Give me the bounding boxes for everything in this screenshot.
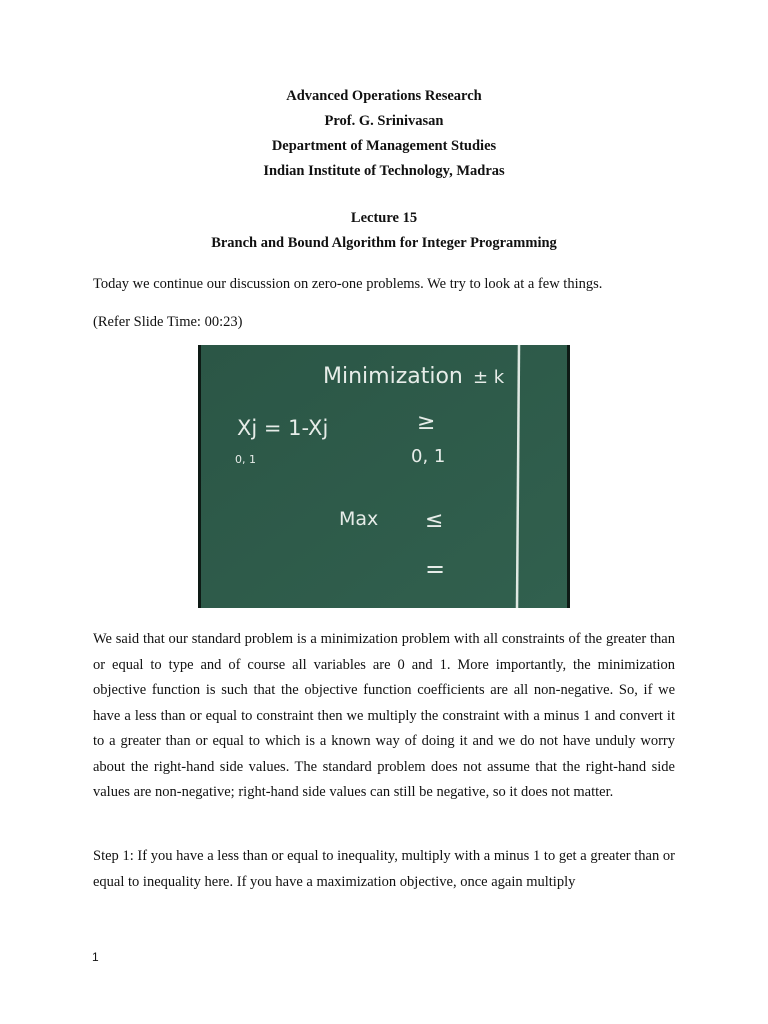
slide-time-reference: (Refer Slide Time: 00:23): [93, 314, 243, 330]
board-max-text: Max: [339, 508, 379, 530]
body-paragraph-2: Step 1: If you have a less than or equal to inequality, multiply with a minus 1 to get a greater than or equal to inequality here. If you have a maximization objective, once again multiply: [93, 848, 675, 890]
board-xj-text: Xj = 1-Xj: [237, 416, 329, 440]
body-paragraph-1: We said that our standard problem is a minimization problem with all constraints of the greater than or equal to type and of course all variables are 0 and 1. More importantly, the minimization objective function is such that the objective function coefficients are all non-negative. So, if we have a less than or equal to constraint then we multiply the constraint with a minus 1 and convert it to a greater than or equal to which is a known way of doing it and we do not have unduly worry about the right-hand side values. The standard problem does not assume that the right-hand side values are non-negative; right-hand side values can still be negative, so it does not matter.: [93, 631, 675, 800]
course-title: Advanced Operations Research: [286, 88, 482, 104]
lecture-number: Lecture 15: [350, 210, 418, 226]
board-zero-one-small-text: 0, 1: [235, 453, 256, 466]
board-geq-symbol: ≥: [417, 410, 436, 435]
intro-paragraph: Today we continue our discussion on zero-one problems. We try to look at a few things.: [93, 276, 603, 292]
professor-name: Prof. G. Srinivasan: [324, 113, 444, 129]
board-eq-symbol: =: [425, 555, 446, 583]
board-zero-one-text: 0, 1: [411, 446, 446, 467]
institute-name: Indian Institute of Technology, Madras: [263, 163, 505, 179]
blackboard-slide-image: [198, 345, 570, 608]
department-name: Department of Management Studies: [271, 138, 497, 154]
board-minimization-text: Minimization: [323, 364, 463, 389]
lecture-topic: Branch and Bound Algorithm for Integer Programming: [211, 235, 557, 251]
page-number: 1: [92, 950, 99, 964]
board-pm-k-text: ± k: [473, 367, 505, 388]
board-leq-symbol: ≤: [425, 508, 444, 533]
